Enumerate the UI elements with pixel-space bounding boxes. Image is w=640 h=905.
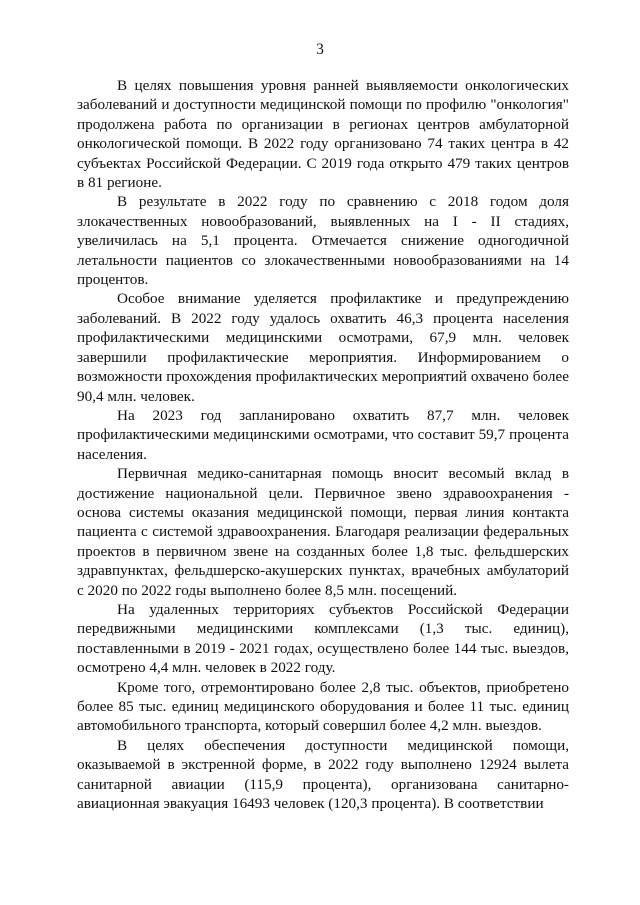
document-body (77, 76, 569, 813)
paragraph-early-detection-results: В результате в 2022 году по сравнению с 2018 годом доля злокачественных новообразований, выявленных на I - II стадиях, увеличилась на 5,1 процента. Отмечается снижение одногодичной летальности пациентов со злокачественными новообразованиями на 14 процентов. (77, 193, 569, 289)
paragraph-mobile-complexes: На удаленных территориях субъектов Российской Федерации передвижными медицинскими комплексами (1,3 тыс. единиц), поставленными в 2019 - 2021 годах, осуществлено более 144 тыс. выездов, осмотрено 4,4 млн. человек в 2022 году. (77, 600, 569, 677)
paragraph-2023-plan: На 2023 год запланировано охватить 87,7 млн. человек профилактическими медицинскими осмотрами, что составит 59,7 процента населения. (77, 406, 569, 463)
paragraph-air-ambulance: В целях обеспечения доступности медицинской помощи, оказываемой в экстренной форме, в 2022 году выполнено 12924 вылета санитарной авиации (115,9 процента), организована санитарно-авиационная эвакуация 16493 человек (120,3 процента). В соответствии (77, 736, 569, 813)
paragraph-prevention: Особое внимание уделяется профилактике и предупреждению заболеваний. В 2022 году удалось охватить 46,3 процента населения профилактическими медицинскими осмотрами, 67,9 млн. человек завершили профилактические мероприятия. Информированием о возможности прохождения профилактических мероприятий охвачено более 90,4 млн. человек. (77, 290, 569, 405)
paragraph-repairs-equipment: Кроме того, отремонтировано более 2,8 тыс. объектов, приобретено более 85 тыс. единиц медицинского оборудования и более 11 тыс. единиц автомобильного транспорта, который совершил более 4,2 млн. выездов. (77, 678, 569, 735)
page-number: 3 (316, 41, 324, 58)
paragraph-oncology-centers: В целях повышения уровня ранней выявляемости онкологических заболеваний и доступности медицинской помощи по профилю "онкология" продолжена работа по организации в регионах центров амбулаторной онкологической помощи. В 2022 году организовано 74 таких центра в 42 субъектах Российской Федерации. С 2019 года открыто 479 таких центров в 81 регионе. (77, 77, 569, 192)
paragraph-primary-care: Первичная медико-санитарная помощь вносит весомый вклад в достижение национальной цели. Первичное звено здравоохранения - основа системы оказания медицинской помощи, первая линия контакта пациента с системой здравоохранения. Благодаря реализации федеральных проектов в первичном звене на созданных более 1,8 тыс. фельдшерских здравпунктах, фельдшерско-акушерских пунктах, врачебных амбулаторий с 2020 по 2022 годы выполнено более 8,5 млн. посещений. (77, 465, 569, 599)
